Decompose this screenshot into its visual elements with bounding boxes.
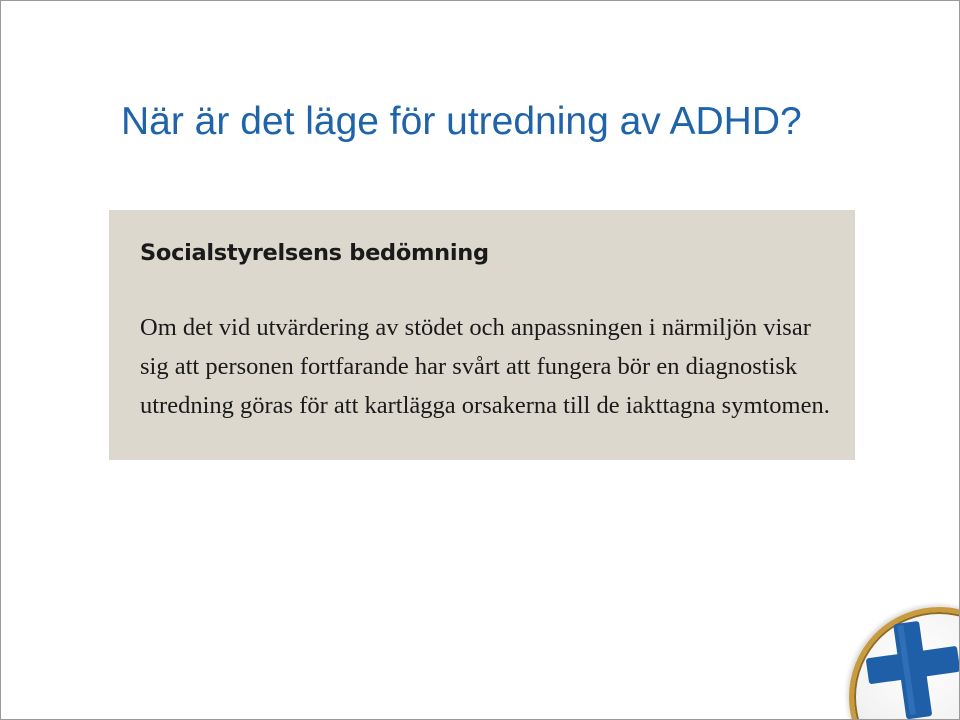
- quote-line: utredning göras för att kartlägga orsakerna till de iakttagna symtomen.: [140, 392, 830, 419]
- quote-line: Om det vid utvärdering av stödet och anpassningen i närmiljön visar: [140, 314, 811, 341]
- slide-title: När är det läge för utredning av ADHD?: [121, 100, 802, 143]
- blue-cross-badge-icon: [849, 607, 960, 720]
- quote-body: [140, 266, 830, 425]
- quote-line: sig att personen fortfarande har svårt att fungera bör en diagnostisk: [140, 353, 798, 380]
- quote-box: [109, 210, 855, 460]
- cross-icon: [854, 612, 960, 720]
- quote-heading: Socialstyrelsens bedömning: [140, 240, 489, 266]
